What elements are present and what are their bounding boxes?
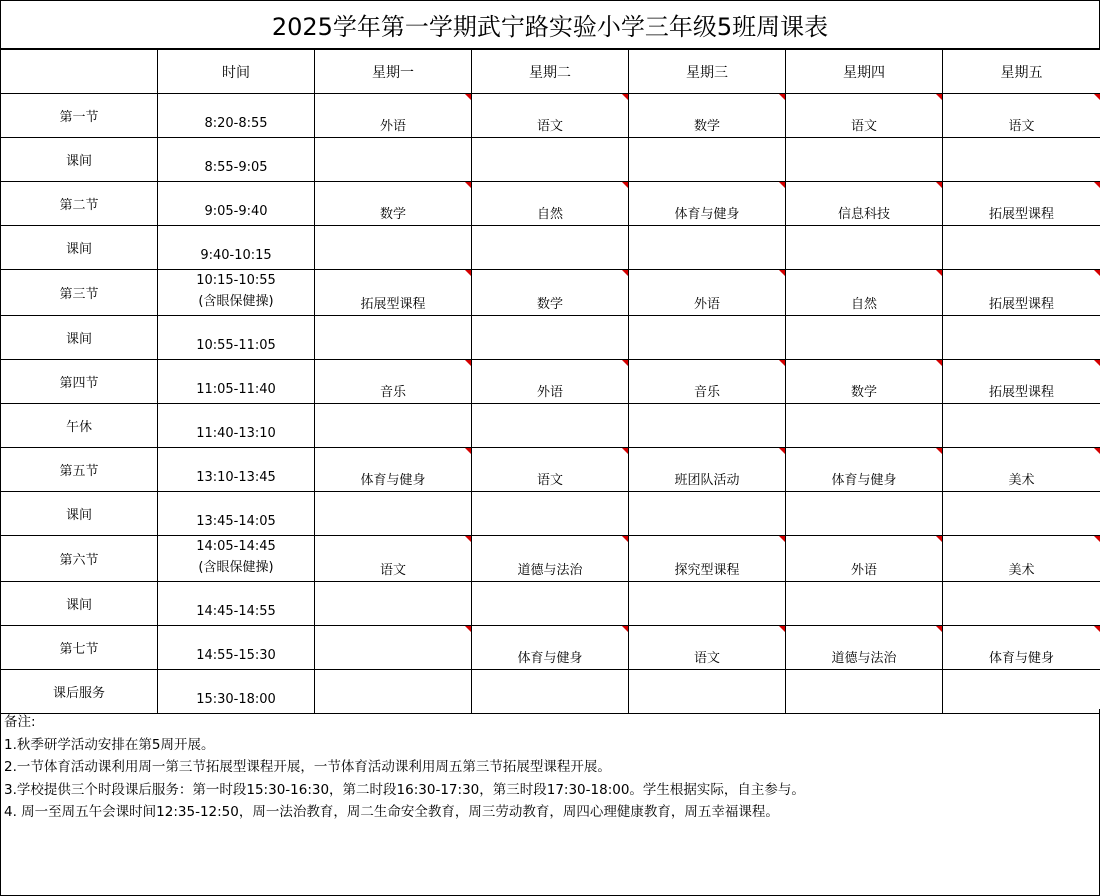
subject-cell-tue[interactable] <box>472 626 629 670</box>
subject-name: 数学 <box>693 119 720 134</box>
period-time[interactable] <box>158 448 315 492</box>
schedule-row <box>1 360 1100 404</box>
subject-name: 外语 <box>379 119 406 134</box>
note-line: 4. 周一至周五午会课时间12:35-12:50，周一法治教育，周二生命安全教育，周三劳动教育，周四心理健康教育，周五幸福课程。 <box>4 804 779 820</box>
time-range: 9:40-10:15 <box>200 248 272 263</box>
subject-name: 拓展型课程 <box>360 297 426 312</box>
subject-cell-wed[interactable] <box>629 492 786 536</box>
period-time[interactable] <box>158 670 315 714</box>
subject-cell-thu[interactable] <box>786 448 943 492</box>
subject-cell-fri[interactable] <box>943 670 1100 714</box>
schedule-row <box>1 582 1100 626</box>
subject-name: 语文 <box>536 473 563 488</box>
subject-cell-thu[interactable] <box>786 316 943 360</box>
period-label[interactable]: 第三节 <box>1 270 158 316</box>
subject-name: 数学 <box>379 207 406 222</box>
subject-cell-thu[interactable] <box>786 670 943 714</box>
subject-cell-fri[interactable] <box>943 626 1100 670</box>
comment-indicator-icon[interactable] <box>465 626 471 632</box>
comment-indicator-icon[interactable] <box>779 536 785 542</box>
header-day-thu[interactable]: 星期四 <box>786 50 943 94</box>
subject-cell-thu[interactable] <box>786 226 943 270</box>
period-time[interactable] <box>158 182 315 226</box>
subject-cell-fri[interactable] <box>943 94 1100 138</box>
period-time[interactable] <box>158 404 315 448</box>
subject-cell-wed[interactable] <box>629 448 786 492</box>
subject-name: 语文 <box>1008 119 1035 134</box>
subject-cell-tue[interactable] <box>472 670 629 714</box>
period-label[interactable]: 课后服务 <box>1 670 158 714</box>
period-label[interactable]: 第七节 <box>1 626 158 670</box>
time-range: 9:05-9:40 <box>204 204 268 219</box>
subject-name: 拓展型课程 <box>988 297 1054 312</box>
schedule-table <box>0 49 1100 714</box>
note-line: 2.一节体育活动课利用周一第三节拓展型课程开展，一节体育活动课利用周五第三节拓展型课程开展。 <box>4 759 611 775</box>
subject-cell-tue[interactable] <box>472 316 629 360</box>
subject-name: 自然 <box>850 297 877 312</box>
period-label[interactable]: 第二节 <box>1 182 158 226</box>
subject-cell-wed[interactable] <box>629 404 786 448</box>
period-label[interactable]: 第一节 <box>1 94 158 138</box>
subject-cell-wed[interactable] <box>629 226 786 270</box>
subject-cell-mon[interactable] <box>315 182 472 226</box>
subject-cell-fri[interactable] <box>943 360 1100 404</box>
comment-indicator-icon[interactable] <box>622 270 628 276</box>
subject-name: 美术 <box>1008 473 1035 488</box>
subject-cell-wed[interactable] <box>629 670 786 714</box>
comment-indicator-icon[interactable] <box>779 270 785 276</box>
time-range: 15:30-18:00 <box>196 692 276 707</box>
comment-indicator-icon[interactable] <box>936 626 942 632</box>
comment-indicator-icon[interactable] <box>465 448 471 454</box>
subject-cell-thu[interactable] <box>786 138 943 182</box>
subject-cell-mon[interactable] <box>315 404 472 448</box>
subject-cell-thu[interactable] <box>786 94 943 138</box>
subject-cell-mon[interactable] <box>315 270 472 316</box>
period-time[interactable] <box>158 582 315 626</box>
subject-cell-fri[interactable] <box>943 138 1100 182</box>
subject-cell-mon[interactable] <box>315 360 472 404</box>
subject-name: 班团队活动 <box>674 473 740 488</box>
comment-indicator-icon[interactable] <box>465 360 471 366</box>
comment-indicator-icon[interactable] <box>1094 182 1100 188</box>
subject-cell-fri[interactable] <box>943 536 1100 582</box>
subject-cell-fri[interactable] <box>943 404 1100 448</box>
schedule-row <box>1 536 1100 582</box>
period-label[interactable]: 午休 <box>1 404 158 448</box>
schedule-row <box>1 226 1100 270</box>
period-label[interactable]: 课间 <box>1 226 158 270</box>
subject-cell-mon[interactable] <box>315 670 472 714</box>
subject-name: 体育与健身 <box>988 651 1054 666</box>
subject-name: 外语 <box>536 385 563 400</box>
subject-name: 拓展型课程 <box>988 385 1054 400</box>
subject-name: 体育与健身 <box>831 473 897 488</box>
subject-cell-tue[interactable] <box>472 492 629 536</box>
subject-name: 音乐 <box>693 385 720 400</box>
time-note: (含眼保健操) <box>198 560 274 575</box>
time-range: 11:40-13:10 <box>196 426 276 441</box>
note-line: 3.学校提供三个时段课后服务：第一时段15:30-16:30，第二时段16:30-17:30，第三时段17:30-18:00。学生根据实际，自主参与。 <box>4 781 805 798</box>
subject-cell-fri[interactable] <box>943 182 1100 226</box>
subject-cell-tue[interactable] <box>472 270 629 316</box>
period-time[interactable] <box>158 360 315 404</box>
period-time[interactable] <box>158 316 315 360</box>
subject-cell-mon[interactable] <box>315 138 472 182</box>
subject-cell-mon[interactable] <box>315 316 472 360</box>
comment-indicator-icon[interactable] <box>936 182 942 188</box>
period-label[interactable]: 第四节 <box>1 360 158 404</box>
time-range: 14:05-14:45 <box>196 539 276 554</box>
comment-indicator-icon[interactable] <box>779 94 785 100</box>
period-label[interactable]: 课间 <box>1 316 158 360</box>
subject-name: 数学 <box>536 297 563 312</box>
schedule-row <box>1 626 1100 670</box>
period-time[interactable] <box>158 536 315 582</box>
subject-name: 语文 <box>693 651 720 666</box>
subject-cell-wed[interactable] <box>629 626 786 670</box>
comment-indicator-icon[interactable] <box>779 448 785 454</box>
subject-name: 语文 <box>536 119 563 134</box>
subject-cell-mon[interactable] <box>315 582 472 626</box>
subject-cell-fri[interactable] <box>943 448 1100 492</box>
subject-cell-wed[interactable] <box>629 270 786 316</box>
period-time[interactable] <box>158 270 315 316</box>
comment-indicator-icon[interactable] <box>465 94 471 100</box>
subject-name: 体育与健身 <box>360 473 426 488</box>
time-range: 10:55-11:05 <box>196 338 276 353</box>
comment-indicator-icon[interactable] <box>622 626 628 632</box>
subject-cell-wed[interactable] <box>629 536 786 582</box>
subject-cell-wed[interactable] <box>629 138 786 182</box>
subject-cell-tue[interactable] <box>472 536 629 582</box>
schedule-row <box>1 138 1100 182</box>
schedule-row <box>1 182 1100 226</box>
comment-indicator-icon[interactable] <box>622 94 628 100</box>
subject-cell-thu[interactable] <box>786 582 943 626</box>
subject-cell-thu[interactable] <box>786 404 943 448</box>
subject-cell-fri[interactable] <box>943 582 1100 626</box>
subject-cell-fri[interactable] <box>943 226 1100 270</box>
comment-indicator-icon[interactable] <box>779 360 785 366</box>
notes-section <box>0 709 1100 896</box>
subject-name: 体育与健身 <box>674 207 740 222</box>
period-label[interactable]: 第六节 <box>1 536 158 582</box>
notes-heading: 备注: <box>4 714 36 730</box>
subject-cell-thu[interactable] <box>786 536 943 582</box>
comment-indicator-icon[interactable] <box>779 182 785 188</box>
subject-cell-mon[interactable] <box>315 94 472 138</box>
time-range: 10:15-10:55 <box>196 273 276 288</box>
subject-cell-fri[interactable] <box>943 316 1100 360</box>
comment-indicator-icon[interactable] <box>622 448 628 454</box>
comment-indicator-icon[interactable] <box>936 94 942 100</box>
subject-cell-thu[interactable] <box>786 626 943 670</box>
subject-cell-tue[interactable] <box>472 360 629 404</box>
subject-cell-thu[interactable] <box>786 182 943 226</box>
subject-cell-thu[interactable] <box>786 492 943 536</box>
comment-indicator-icon[interactable] <box>1094 626 1100 632</box>
schedule-row <box>1 94 1100 138</box>
schedule-row <box>1 448 1100 492</box>
comment-indicator-icon[interactable] <box>1094 94 1100 100</box>
subject-cell-tue[interactable] <box>472 138 629 182</box>
subject-cell-tue[interactable] <box>472 404 629 448</box>
header-row <box>1 50 1100 94</box>
comment-indicator-icon[interactable] <box>465 182 471 188</box>
subject-cell-tue[interactable] <box>472 448 629 492</box>
period-time[interactable] <box>158 94 315 138</box>
subject-cell-wed[interactable] <box>629 182 786 226</box>
subject-cell-tue[interactable] <box>472 226 629 270</box>
schedule-row <box>1 270 1100 316</box>
subject-name: 探究型课程 <box>674 563 740 578</box>
comment-indicator-icon[interactable] <box>1094 360 1100 366</box>
period-time[interactable] <box>158 492 315 536</box>
time-range: 13:10-13:45 <box>196 470 276 485</box>
period-label[interactable]: 第五节 <box>1 448 158 492</box>
time-note: (含眼保健操) <box>198 294 274 309</box>
subject-cell-tue[interactable] <box>472 582 629 626</box>
time-range: 14:45-14:55 <box>196 604 276 619</box>
period-time[interactable] <box>158 138 315 182</box>
subject-cell-fri[interactable] <box>943 270 1100 316</box>
subject-cell-thu[interactable] <box>786 270 943 316</box>
comment-indicator-icon[interactable] <box>1094 448 1100 454</box>
subject-name: 美术 <box>1008 563 1035 578</box>
subject-name: 语文 <box>379 563 406 578</box>
schedule-row <box>1 404 1100 448</box>
header-day-mon[interactable]: 星期一 <box>315 50 472 94</box>
subject-name: 信息科技 <box>837 207 890 222</box>
header-day-wed[interactable]: 星期三 <box>629 50 786 94</box>
period-label[interactable]: 课间 <box>1 138 158 182</box>
schedule-row <box>1 492 1100 536</box>
comment-indicator-icon[interactable] <box>936 536 942 542</box>
comment-indicator-icon[interactable] <box>1094 270 1100 276</box>
header-time[interactable]: 时间 <box>158 50 315 94</box>
subject-cell-mon[interactable] <box>315 492 472 536</box>
subject-cell-thu[interactable] <box>786 360 943 404</box>
comment-indicator-icon[interactable] <box>936 270 942 276</box>
time-range: 11:05-11:40 <box>196 382 276 397</box>
subject-name: 音乐 <box>379 385 406 400</box>
schedule-row <box>1 670 1100 714</box>
comment-indicator-icon[interactable] <box>622 360 628 366</box>
comment-indicator-icon[interactable] <box>779 626 785 632</box>
period-label[interactable]: 课间 <box>1 582 158 626</box>
subject-name: 外语 <box>850 563 877 578</box>
header-day-fri[interactable]: 星期五 <box>943 50 1100 94</box>
schedule-row <box>1 316 1100 360</box>
note-line: 1.秋季研学活动安排在第5周开展。 <box>4 736 215 753</box>
subject-name: 自然 <box>536 207 563 222</box>
subject-cell-mon[interactable] <box>315 626 472 670</box>
subject-name: 语文 <box>850 119 877 134</box>
subject-name: 拓展型课程 <box>988 207 1054 222</box>
subject-cell-tue[interactable] <box>472 94 629 138</box>
period-time[interactable] <box>158 626 315 670</box>
subject-name: 数学 <box>850 385 877 400</box>
comment-indicator-icon[interactable] <box>936 448 942 454</box>
subject-cell-mon[interactable] <box>315 226 472 270</box>
subject-cell-mon[interactable] <box>315 536 472 582</box>
header-blank-cell[interactable] <box>1 50 158 94</box>
time-range: 13:45-14:05 <box>196 514 276 529</box>
subject-cell-wed[interactable] <box>629 94 786 138</box>
comment-indicator-icon[interactable] <box>465 270 471 276</box>
comment-indicator-icon[interactable] <box>936 360 942 366</box>
period-time[interactable] <box>158 226 315 270</box>
time-range: 8:55-9:05 <box>204 160 268 175</box>
subject-cell-wed[interactable] <box>629 316 786 360</box>
time-range: 8:20-8:55 <box>204 116 268 131</box>
subject-name: 外语 <box>693 297 720 312</box>
subject-name: 道德与法治 <box>831 651 897 666</box>
page-title: 2025学年第一学期武宁路实验小学三年级5班周课表 <box>0 0 1100 49</box>
comment-indicator-icon[interactable] <box>1094 536 1100 542</box>
comment-indicator-icon[interactable] <box>465 536 471 542</box>
subject-cell-wed[interactable] <box>629 582 786 626</box>
subject-cell-mon[interactable] <box>315 448 472 492</box>
header-day-tue[interactable]: 星期二 <box>472 50 629 94</box>
subject-name: 道德与法治 <box>517 563 583 578</box>
comment-indicator-icon[interactable] <box>622 182 628 188</box>
subject-cell-wed[interactable] <box>629 360 786 404</box>
subject-name: 体育与健身 <box>517 651 583 666</box>
comment-indicator-icon[interactable] <box>622 536 628 542</box>
subject-cell-fri[interactable] <box>943 492 1100 536</box>
time-range: 14:55-15:30 <box>196 648 276 663</box>
subject-cell-tue[interactable] <box>472 182 629 226</box>
period-label[interactable]: 课间 <box>1 492 158 536</box>
